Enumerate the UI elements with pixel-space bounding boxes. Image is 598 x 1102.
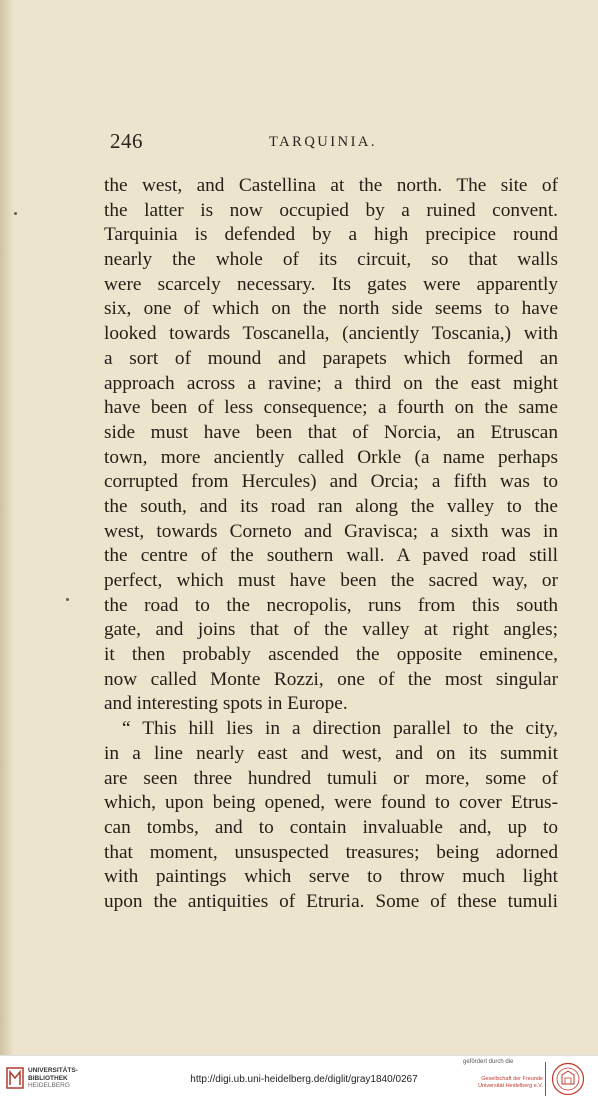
text-line: and interesting spots in Europe. bbox=[104, 693, 348, 715]
text-line: that moment, unsuspected treasures; being adorned bbox=[104, 841, 558, 863]
text-line: have been of less consequence; a fourth on the same bbox=[104, 397, 558, 419]
text-line: are seen three hundred tumuli or more, some of bbox=[104, 767, 558, 789]
library-name-line: UNIVERSITÄTS- bbox=[28, 1067, 78, 1074]
text-line: looked towards Toscanella, (anciently Toscania,) with bbox=[104, 323, 558, 345]
text-line: the road to the necropolis, runs from this south bbox=[104, 594, 558, 616]
page-number: 246 bbox=[110, 129, 143, 153]
text-line: corrupted from Hercules) and Orcia; a fifth was to bbox=[104, 471, 558, 493]
text-line: with paintings which serve to throw much light bbox=[104, 866, 558, 888]
text-line: upon the antiquities of Etruria. Some of these tumuli bbox=[104, 890, 558, 912]
text-line: town, more anciently called Orkle (a name perhaps bbox=[104, 446, 558, 468]
text-line: it then probably ascended the opposite eminence, bbox=[104, 644, 558, 666]
text-line: can tombs, and to contain invaluable and, up to bbox=[104, 816, 558, 838]
text-line: “ This hill lies in a direction parallel to the city, bbox=[122, 718, 558, 740]
text-line: in a line nearly east and west, and on its summit bbox=[104, 742, 558, 764]
text-line: Tarquinia is defended by a high precipice round bbox=[104, 224, 558, 246]
permalink-url[interactable]: http://digi.ub.uni-heidelberg.de/diglit/gray1840/0267 bbox=[190, 1074, 418, 1085]
text-line: nearly the whole of its circuit, so that walls bbox=[104, 249, 558, 271]
library-name-line: BIBLIOTHEK bbox=[28, 1074, 68, 1082]
funder-name-line: Gesellschaft der Freunde bbox=[481, 1076, 543, 1082]
text-line: a sort of mound and parapets which formed an bbox=[104, 347, 558, 369]
text-line: which, upon being opened, were found to cover Etrus- bbox=[104, 792, 558, 814]
text-line: the south, and its road ran along the valley to the bbox=[104, 495, 558, 517]
university-seal-icon bbox=[551, 1062, 585, 1096]
footer-divider bbox=[545, 1062, 546, 1096]
text-line: now called Monte Rozzi, one of the most singular bbox=[104, 668, 558, 690]
text-line: the latter is now occupied by a ruined convent. bbox=[104, 199, 558, 221]
text-line: approach across a ravine; a third on the east might bbox=[104, 372, 558, 394]
running-head: TARQUINIA. bbox=[268, 134, 377, 150]
text-line: side must have been that of Norcia, an Etruscan bbox=[104, 421, 558, 443]
paper-speck bbox=[66, 598, 69, 601]
funder-name bbox=[463, 1076, 543, 1090]
funder-name-line: Universität Heidelberg e.V. bbox=[478, 1083, 543, 1089]
library-name-line: HEIDELBERG bbox=[28, 1082, 70, 1089]
text-line: gate, and joins that of the valley at right angles; bbox=[104, 619, 558, 641]
body-text bbox=[104, 174, 558, 915]
footer-bar bbox=[0, 1055, 598, 1102]
book-spine-shadow bbox=[0, 0, 14, 1055]
text-line: were scarcely necessary. Its gates were apparently bbox=[104, 273, 558, 295]
text-line: west, towards Corneto and Gravisca; a sixth was in bbox=[104, 520, 558, 542]
paper-speck bbox=[14, 212, 17, 215]
text-line: the centre of the southern wall. A paved road still bbox=[104, 545, 558, 567]
text-line: perfect, which must have been the sacred way, or bbox=[104, 570, 558, 591]
funded-by-label: gefördert durch die bbox=[463, 1059, 514, 1065]
text-line: the west, and Castellina at the north. The site of bbox=[104, 175, 558, 196]
text-line: six, one of which on the north side seems to have bbox=[104, 298, 558, 320]
